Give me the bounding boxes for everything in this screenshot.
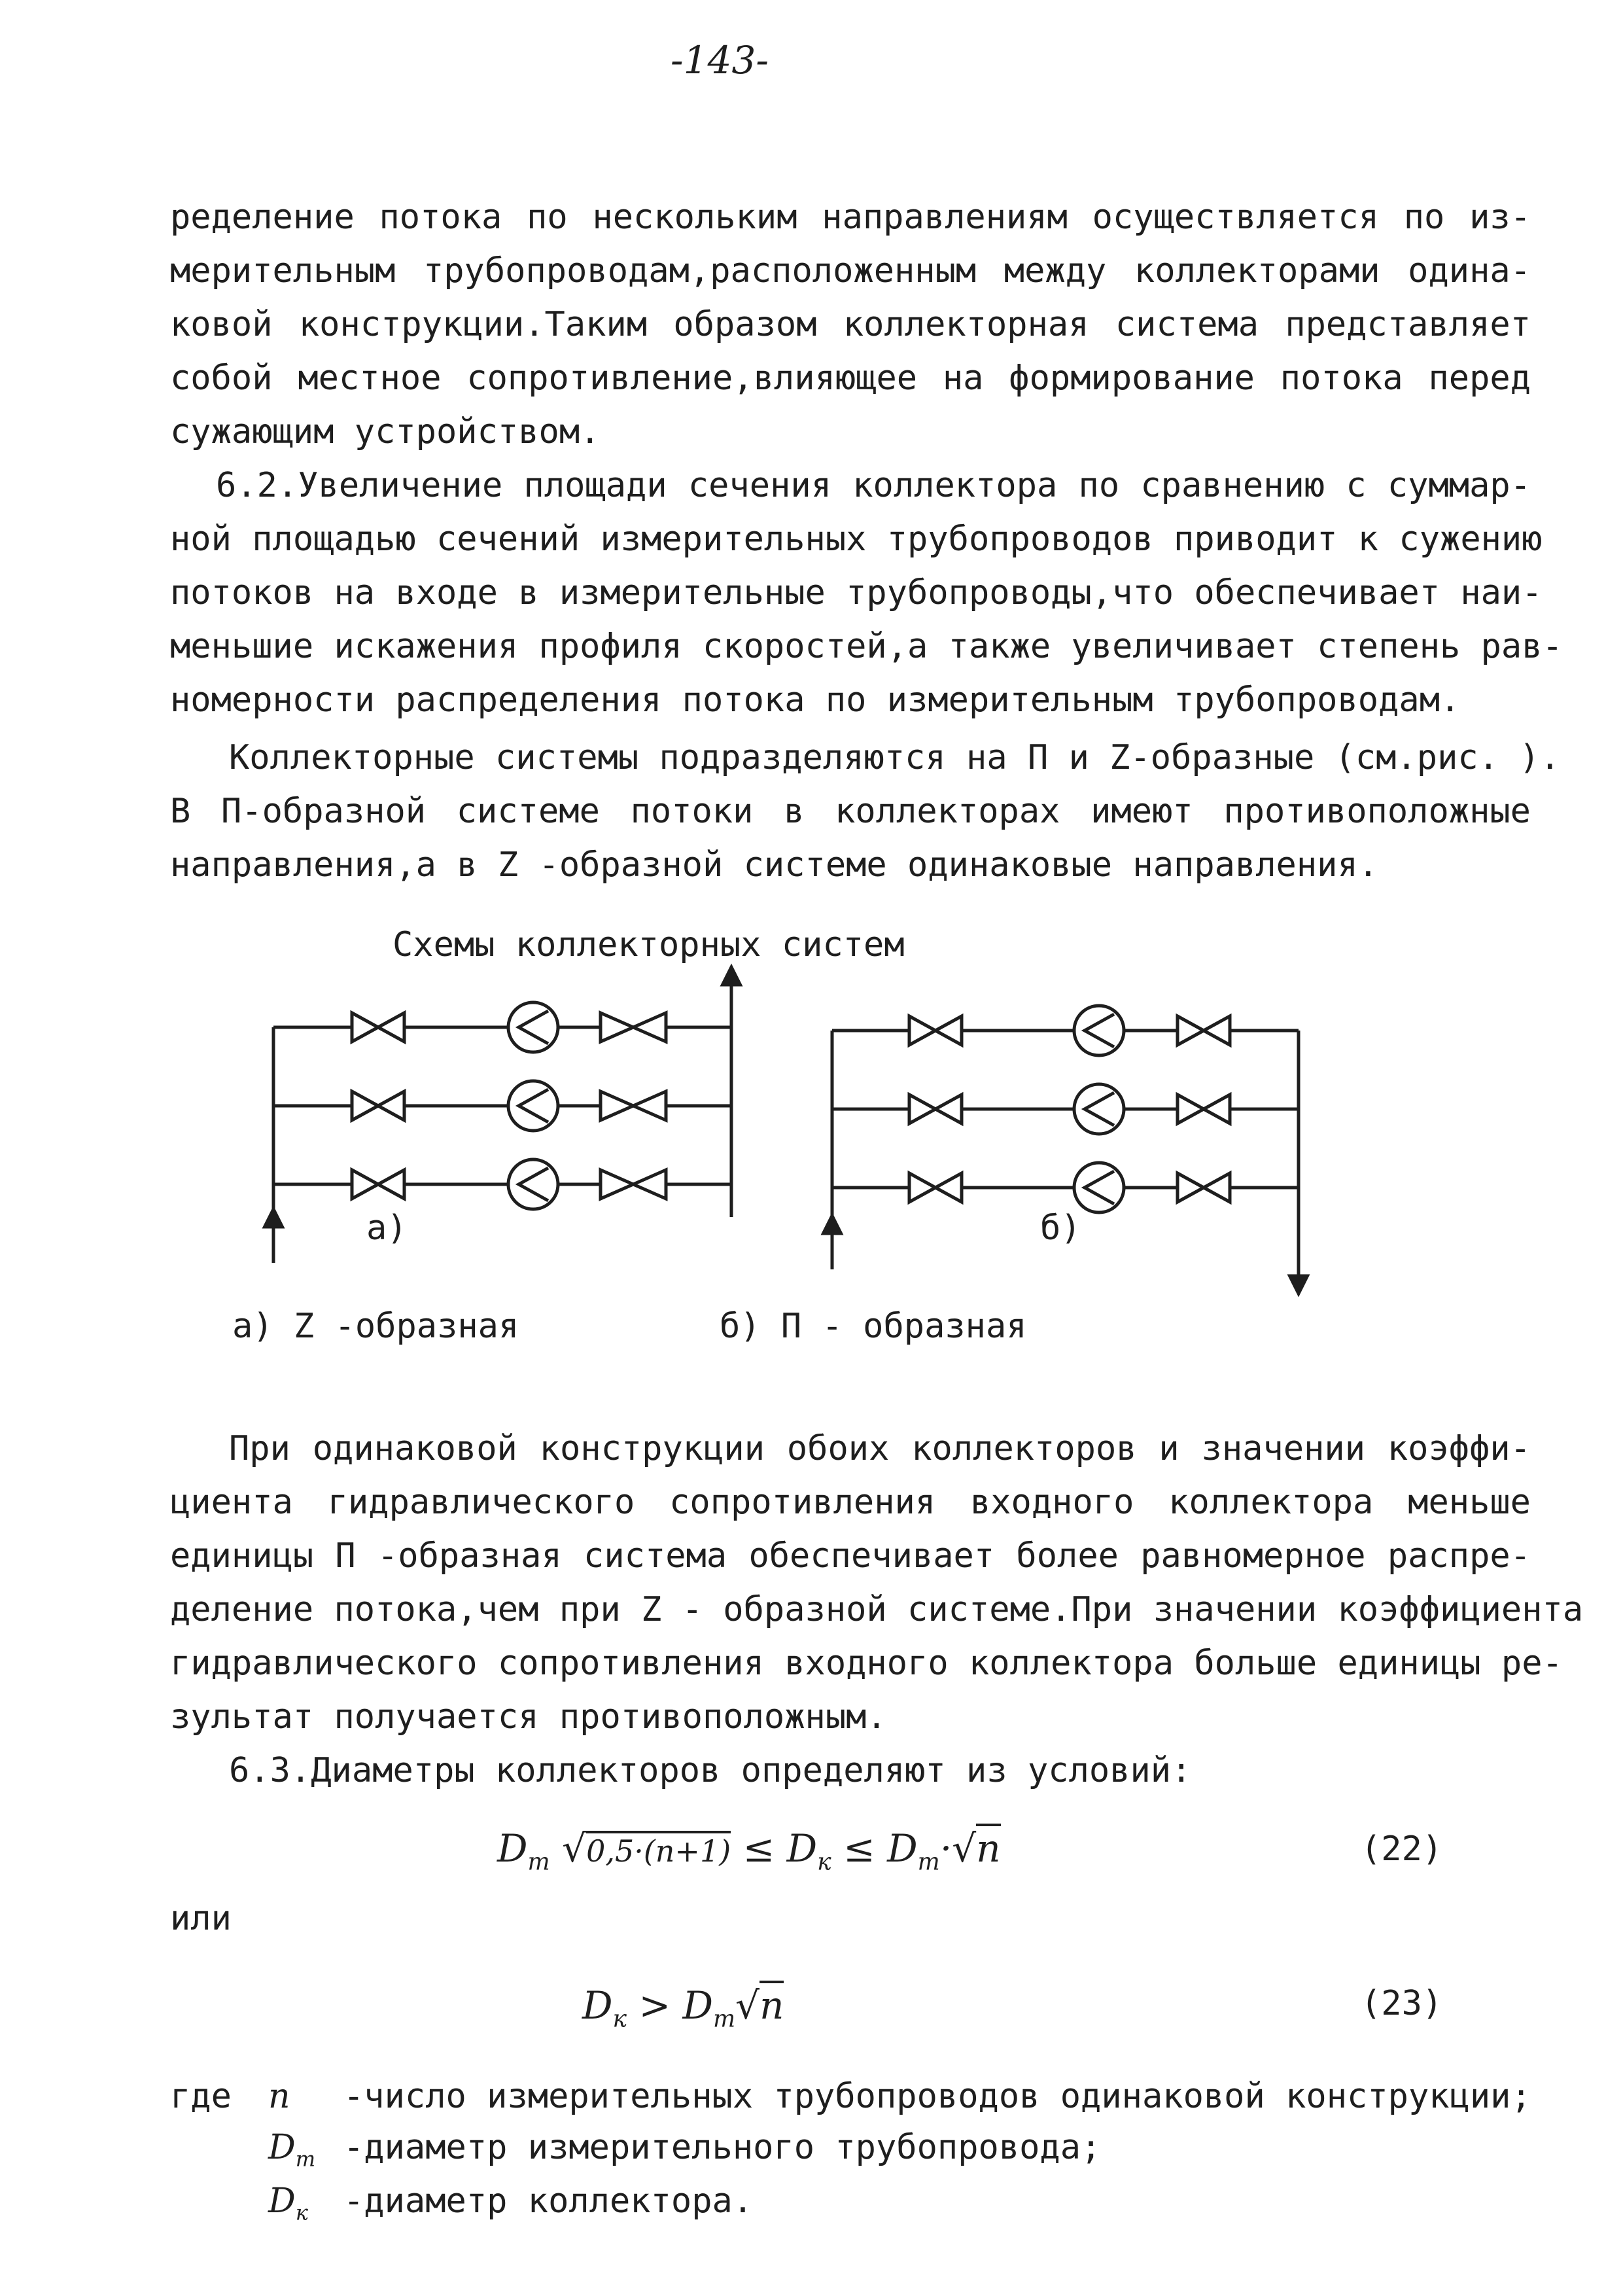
paragraph-4-line-4: деление потока,чем при Z - образной системе.При значении коэффициента (170, 1590, 1584, 1629)
valve-icon (909, 1095, 962, 1123)
valve-icon (601, 1013, 666, 1042)
paragraph-2-line-3: потоков на входе в измерительные трубопроводы,что обеспечивает наи- (170, 573, 1543, 612)
sqrt-icon: √ (562, 1826, 587, 1871)
definition-symbol-dt (268, 2127, 315, 2180)
figure-title: Схемы коллекторных систем (393, 925, 905, 964)
paragraph-1-line-5: сужающим устройством. (170, 412, 601, 451)
formula-22-dot: · (939, 1826, 952, 1871)
formula-22-dk: D (786, 1826, 818, 1871)
symbol-letter: D (268, 2181, 296, 2221)
sqrt-icon: √ (952, 1826, 977, 1871)
valve-icon (601, 1170, 666, 1199)
scheme-a-z-type (273, 975, 731, 1263)
formula-23 (582, 1983, 784, 2043)
formula-22-sqrt-n: n (976, 1824, 1000, 1871)
valve-icon (1178, 1016, 1230, 1045)
scheme-a-branch-2 (273, 1081, 731, 1131)
formula-22-dt2: D (887, 1826, 918, 1871)
or-word: или (170, 1899, 232, 1938)
formula-23-gt: > (638, 1983, 671, 2028)
valve-icon (352, 1013, 404, 1042)
formula-22-le: ≤ (742, 1826, 775, 1871)
caption-a: а) Z -образная (232, 1307, 519, 1346)
symbol-letter: n (268, 2077, 290, 2116)
paragraph-2-line-1: 6.2.Увеличение площади сечения коллектора по сравнению с суммар- (216, 466, 1531, 505)
formula-22-sqrt-arg: 0,5·(n+1) (586, 1831, 731, 1869)
valve-icon (1178, 1095, 1230, 1123)
valve-icon (352, 1170, 404, 1199)
paragraph-3-line-3: направления,а в Z -образной системе одинаковые направления. (170, 845, 1379, 885)
paragraph-4-line-1: При одинаковой конструкции обоих коллекторов и значении коэффи- (229, 1429, 1531, 1468)
paragraph-1-line-4: собой местное сопротивление,влияющее на формирование потока перед (170, 359, 1531, 398)
formula-23-sqrt-n: n (759, 1981, 784, 2028)
formula-22-le-2: ≤ (843, 1826, 875, 1871)
paragraph-1-line-1: ределение потока по нескольким направлениям осуществляется по из- (170, 198, 1531, 237)
definition-symbol-n (268, 2075, 290, 2128)
valve-icon (352, 1091, 404, 1120)
definition-text-dt: -диаметр измерительного трубопровода; (343, 2128, 1102, 2167)
paragraph-2-line-4: меньшие искажения профиля скоростей,а также увеличивает степень рав- (170, 627, 1563, 666)
paragraph-4-line-2: циента гидравлического сопротивления входного коллектора меньше (170, 1483, 1531, 1522)
formula-22 (497, 1826, 1001, 1886)
valve-icon (1178, 1173, 1230, 1202)
formula-22-dk-sub: к (817, 1848, 831, 1876)
symbol-sub: к (295, 2200, 308, 2225)
paragraph-1-line-3: ковой конструкции.Таким образом коллекторная система представляет (170, 305, 1531, 344)
scheme-b-label: б) (1040, 1209, 1081, 1248)
definition-text-n: -число измерительных трубопроводов одинаковой конструкции; (343, 2077, 1531, 2116)
valve-icon (909, 1016, 962, 1045)
paragraph-5: 6.3.Диаметры коллекторов определяют из условий: (229, 1751, 1192, 1790)
symbol-letter: D (268, 2128, 296, 2167)
scheme-a-label: а) (366, 1209, 408, 1248)
caption-b: б) П - образная (720, 1307, 1027, 1346)
sqrt-icon: √ (735, 1983, 760, 2028)
paragraph-4-line-3: единицы П -образная система обеспечивает более равномерное распре- (170, 1536, 1531, 1576)
paragraph-1-line-2: мерительным трубопроводам,расположенным между коллекторами одина- (170, 251, 1531, 291)
formula-23-dk: D (582, 1983, 613, 2028)
equation-number-22: (22) (1361, 1829, 1443, 1869)
definition-text-dk: -диаметр коллектора. (343, 2181, 754, 2221)
equation-number-23: (23) (1361, 1984, 1443, 2023)
formula-23-dk-sub: к (612, 2005, 627, 2033)
scheme-b-branch-1 (832, 1006, 1299, 1055)
paragraph-2-line-2: ной площадью сечений измерительных трубопроводов приводит к сужению (170, 520, 1543, 559)
paragraph-3-line-1: Коллекторные системы подразделяются на П и Z-образные (см.рис. ). (229, 738, 1560, 777)
paragraph-4-line-6: зультат получается противоположным. (170, 1697, 887, 1737)
definition-symbol-dk (268, 2180, 308, 2233)
scheme-b-branch-2 (832, 1084, 1299, 1134)
paragraph-4-line-5: гидравлического сопротивления входного коллектора больше единицы ре- (170, 1644, 1563, 1683)
formula-23-dt-sub: т (713, 2005, 736, 2033)
page-number: -143- (671, 38, 769, 82)
paragraph-2-line-5: номерности распределения потока по измерительным трубопроводам. (170, 680, 1461, 720)
where-word: где (170, 2077, 232, 2116)
scheme-a-branch-3 (273, 1159, 731, 1209)
paragraph-3-line-2: В П-образной системе потоки в коллекторах имеют противоположные (170, 792, 1531, 831)
formula-22-dt: D (497, 1826, 528, 1871)
symbol-sub: т (295, 2146, 316, 2172)
formula-22-dt2-sub: т (917, 1848, 940, 1876)
formula-22-dt-sub: т (527, 1848, 550, 1876)
scheme-a-branch-1 (273, 1002, 731, 1052)
valve-icon (909, 1173, 962, 1202)
formula-23-dt: D (682, 1983, 714, 2028)
valve-icon (601, 1091, 666, 1120)
scheme-b-branch-3 (832, 1163, 1299, 1212)
